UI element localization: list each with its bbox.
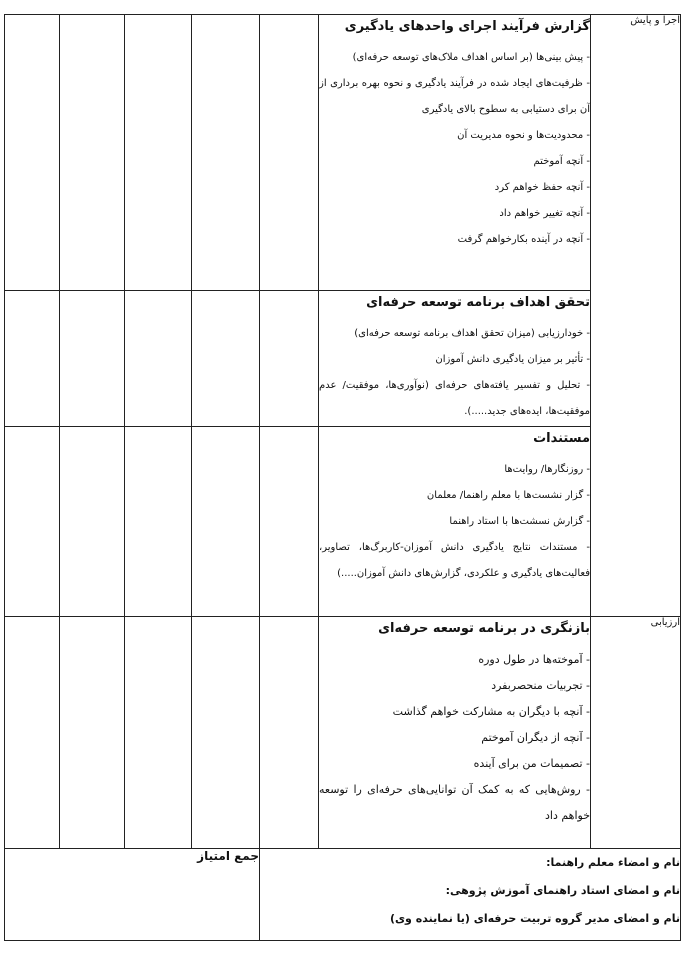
evaluation-form-table	[4, 14, 681, 941]
total-score-label: جمع امتیاز	[197, 849, 259, 863]
score-cell[interactable]	[5, 617, 60, 849]
signature-mentor-teacher: نام و امضاء معلم راهنما:	[546, 856, 680, 869]
list-item: - آنچه با دیگران به مشارکت خواهم گذاشت	[392, 705, 590, 718]
list-item: - آنچه تغییر خواهم داد	[499, 208, 590, 219]
section-row-learning-process	[5, 15, 681, 291]
phase-label-execution: اجرا و پایش	[630, 15, 680, 26]
list-item: - روش‌هایی که به کمک آن توانایی‌های حرفه‌ای را توسعه خواهم داد	[319, 783, 590, 822]
list-item: - خودارزیابی (میزان تحقق اهداف برنامه توسعه حرفه‌ای)	[354, 328, 590, 339]
score-cell[interactable]	[260, 427, 319, 617]
score-cell[interactable]	[125, 617, 192, 849]
section-row-plan-revision	[5, 617, 681, 849]
list-item: - پیش بینی‌ها (بر اساس اهداف ملاک‌های توسعه حرفه‌ای)	[352, 52, 590, 63]
phase-cell-execution	[591, 15, 681, 617]
list-item: - آنچه حفظ خواهم کرد	[494, 182, 590, 193]
signature-cell[interactable]	[260, 849, 681, 941]
score-cell[interactable]	[60, 15, 125, 291]
section-title: تحقق اهداف برنامه توسعه حرفه‌ای	[366, 295, 590, 310]
section-title: گزارش فرآیند اجرای واحدهای یادگیری	[344, 19, 590, 34]
score-cell[interactable]	[125, 427, 192, 617]
signature-research-advisor: نام و امضای استاد راهنمای آموزش پژوهی:	[445, 884, 680, 897]
score-cell[interactable]	[60, 617, 125, 849]
signature-department-head: نام و امضای مدیر گروه تربیت حرفه‌ای (یا نماینده وی)	[389, 912, 680, 925]
list-item: - ظرفیت‌های ایجاد شده در فرآیند یادگیری و نحوه بهره برداری از آن برای دستیابی به سطوح بالای یادگیری	[319, 78, 590, 115]
score-cell[interactable]	[192, 291, 260, 427]
list-item: - تجربیات منحصربفرد	[491, 679, 590, 692]
section-title: مستندات	[533, 431, 590, 446]
list-item: - گزار نشست‌ها با معلم راهنما/ معلمان	[426, 490, 590, 501]
score-cell[interactable]	[260, 15, 319, 291]
section-content-learning-process	[319, 15, 591, 291]
phase-label-evaluation: ارزیابی	[650, 617, 680, 628]
list-item: - تصمیمات من برای آینده	[473, 757, 590, 770]
list-item: - آنچه در آینده بکارخواهم گرفت	[457, 234, 590, 245]
score-cell[interactable]	[125, 291, 192, 427]
score-cell[interactable]	[260, 291, 319, 427]
section-row-goal-achievement	[5, 291, 681, 427]
list-item: - گزارش نسشت‌ها با استاد راهنما	[449, 516, 590, 527]
score-cell[interactable]	[60, 291, 125, 427]
score-cell[interactable]	[192, 617, 260, 849]
phase-cell-evaluation	[591, 617, 681, 849]
score-cell[interactable]	[5, 15, 60, 291]
list-item: - تحلیل و تفسیر یافته‌های حرفه‌ای (نوآوری‌ها، موفقیت/ عدم موفقیت‌ها، ایده‌های جدید.....).	[319, 380, 590, 417]
score-cell[interactable]	[260, 617, 319, 849]
list-item: - روزنگارها/ روایت‌ها	[504, 464, 590, 475]
section-row-documents	[5, 427, 681, 617]
score-cell[interactable]	[60, 427, 125, 617]
list-item: - مستندات نتایج یادگیری دانش آموزان-کاربرگ‌ها، تصاویر، فعالیت‌های یادگیری و علکردی، گزارش‌های دانش آموزان.....)	[319, 542, 590, 579]
signature-row	[5, 849, 681, 941]
score-cell[interactable]	[192, 427, 260, 617]
section-content-plan-revision	[319, 617, 591, 849]
list-item: - تأثیر بر میزان یادگیری دانش آموزان	[435, 354, 590, 365]
total-score-cell[interactable]	[5, 849, 260, 941]
score-cell[interactable]	[5, 291, 60, 427]
list-item: - آنچه از دیگران آموختم	[481, 731, 590, 744]
list-item: - آموخته‌ها در طول دوره	[478, 653, 590, 666]
section-title: بازنگری در برنامه توسعه حرفه‌ای	[378, 621, 590, 636]
score-cell[interactable]	[192, 15, 260, 291]
section-content-goal-achievement	[319, 291, 591, 427]
score-cell[interactable]	[125, 15, 192, 291]
section-content-documents	[319, 427, 591, 617]
list-item: - محدودیت‌ها و نحوه مدیریت آن	[457, 130, 590, 141]
score-cell[interactable]	[5, 427, 60, 617]
list-item: - آنچه آموختم	[533, 156, 590, 167]
